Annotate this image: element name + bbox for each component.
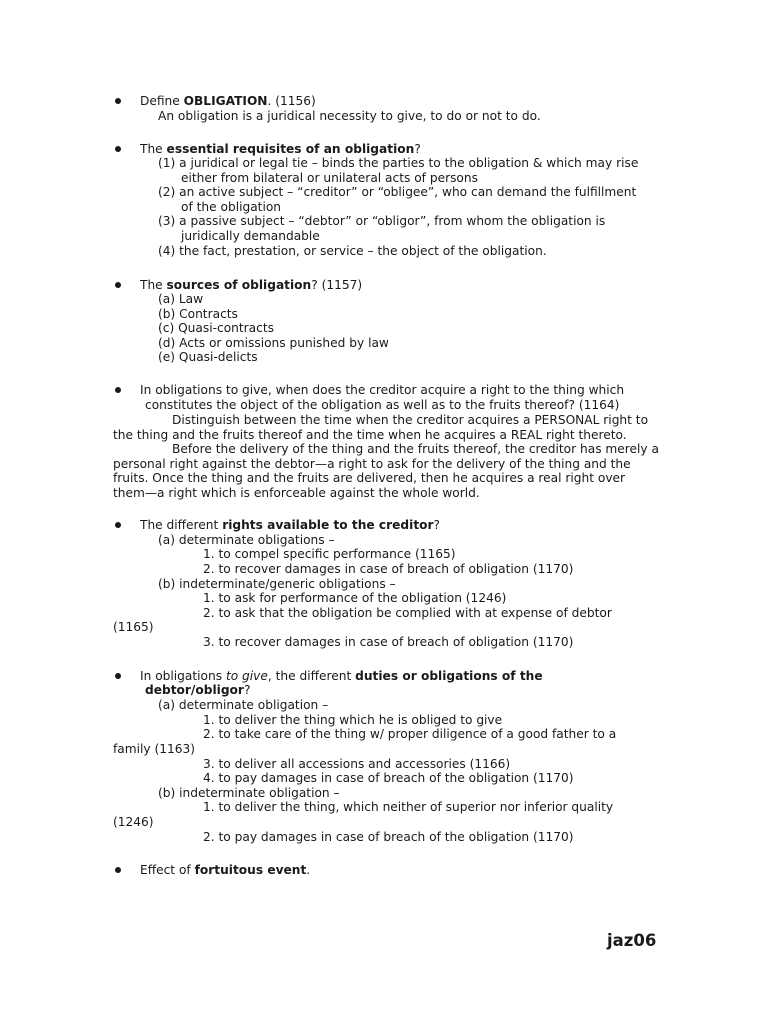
list-item: 2. to recover damages in case of breach of obligation (1170) (203, 562, 574, 576)
answer-definition: An obligation is a juridical necessity to give, to do or not to do. (158, 109, 541, 123)
requisite-line: of the obligation (181, 200, 282, 214)
list-item: 2. to pay damages in case of breach of the obligation (1170) (203, 830, 574, 844)
answer-paragraph: the thing and the fruits thereof and the time when he acquires a REAL right thereto. (113, 428, 627, 442)
source-item: (e) Quasi-delicts (158, 350, 258, 364)
list-item: 1. to compel specific performance (1165) (203, 547, 456, 561)
question-continuation: debtor/obligor? (145, 683, 251, 697)
bullet-icon (115, 98, 121, 104)
bullet-icon (115, 146, 121, 152)
bullet-icon (115, 673, 121, 679)
question-define-obligation: Define OBLIGATION. (1156) (140, 94, 316, 108)
source-item: (a) Law (158, 292, 204, 306)
bullet-icon (115, 867, 121, 873)
page-footer-author: jaz06 (607, 931, 657, 950)
question-essential-requisites: The essential requisites of an obligation? (140, 142, 421, 156)
answer-paragraph: fruits. Once the thing and the fruits are delivered, then he acquires a real right over (113, 471, 626, 485)
requisite-line: (4) the fact, prestation, or service – the object of the obligation. (158, 244, 547, 258)
list-item: 3. to deliver all accessions and accessories (1166) (203, 757, 511, 771)
subheading: (a) determinate obligations – (158, 533, 335, 547)
answer-paragraph: Distinguish between the time when the creditor acquires a PERSONAL right to (172, 413, 649, 427)
list-item: 1. to deliver the thing which he is obliged to give (203, 713, 503, 727)
requisite-line: (1) a juridical or legal tie – binds the parties to the obligation & which may rise (158, 156, 639, 170)
requisite-line: juridically demandable (181, 229, 320, 243)
question-fortuitous-event: Effect of fortuitous event. (140, 863, 311, 877)
subheading: (b) indeterminate obligation – (158, 786, 340, 800)
list-item-continuation: (1246) (113, 815, 154, 829)
question-continuation: constitutes the object of the obligation as well as to the fruits thereof? (1164) (145, 398, 620, 412)
list-item: 3. to recover damages in case of breach of obligation (1170) (203, 635, 574, 649)
question-rights-creditor: The different rights available to the creditor? (140, 518, 441, 532)
answer-paragraph: them—a right which is enforceable against the whole world. (113, 486, 480, 500)
question-creditor-acquire-right: In obligations to give, when does the creditor acquire a right to the thing which (140, 383, 625, 397)
list-item: 1. to deliver the thing, which neither of superior nor inferior quality (203, 800, 614, 814)
source-item: (d) Acts or omissions punished by law (158, 336, 389, 350)
answer-paragraph: Before the delivery of the thing and the fruits thereof, the creditor has merely a (172, 442, 659, 456)
requisite-line: (2) an active subject – “creditor” or “obligee”, who can demand the fulfillment (158, 185, 637, 199)
list-item: 2. to take care of the thing w/ proper diligence of a good father to a (203, 727, 617, 741)
list-item: 4. to pay damages in case of breach of the obligation (1170) (203, 771, 574, 785)
question-sources: The sources of obligation? (1157) (140, 278, 363, 292)
bullet-icon (115, 282, 121, 288)
list-item-continuation: family (1163) (113, 742, 196, 756)
source-item: (c) Quasi-contracts (158, 321, 274, 335)
source-item: (b) Contracts (158, 307, 238, 321)
subheading: (b) indeterminate/generic obligations – (158, 577, 396, 591)
question-duties-debtor: In obligations to give, the different duties or obligations of the (140, 669, 543, 683)
bullet-icon (115, 387, 121, 393)
list-item: 2. to ask that the obligation be complied with at expense of debtor (203, 606, 612, 620)
answer-paragraph: personal right against the debtor—a right to ask for the delivery of the thing and the (113, 457, 631, 471)
list-item-continuation: (1165) (113, 620, 154, 634)
requisite-line: (3) a passive subject – “debtor” or “obligor”, from whom the obligation is (158, 214, 606, 228)
requisite-line: either from bilateral or unilateral acts of persons (181, 171, 478, 185)
list-item: 1. to ask for performance of the obligation (1246) (203, 591, 507, 605)
bullet-icon (115, 522, 121, 528)
subheading: (a) determinate obligation – (158, 698, 329, 712)
